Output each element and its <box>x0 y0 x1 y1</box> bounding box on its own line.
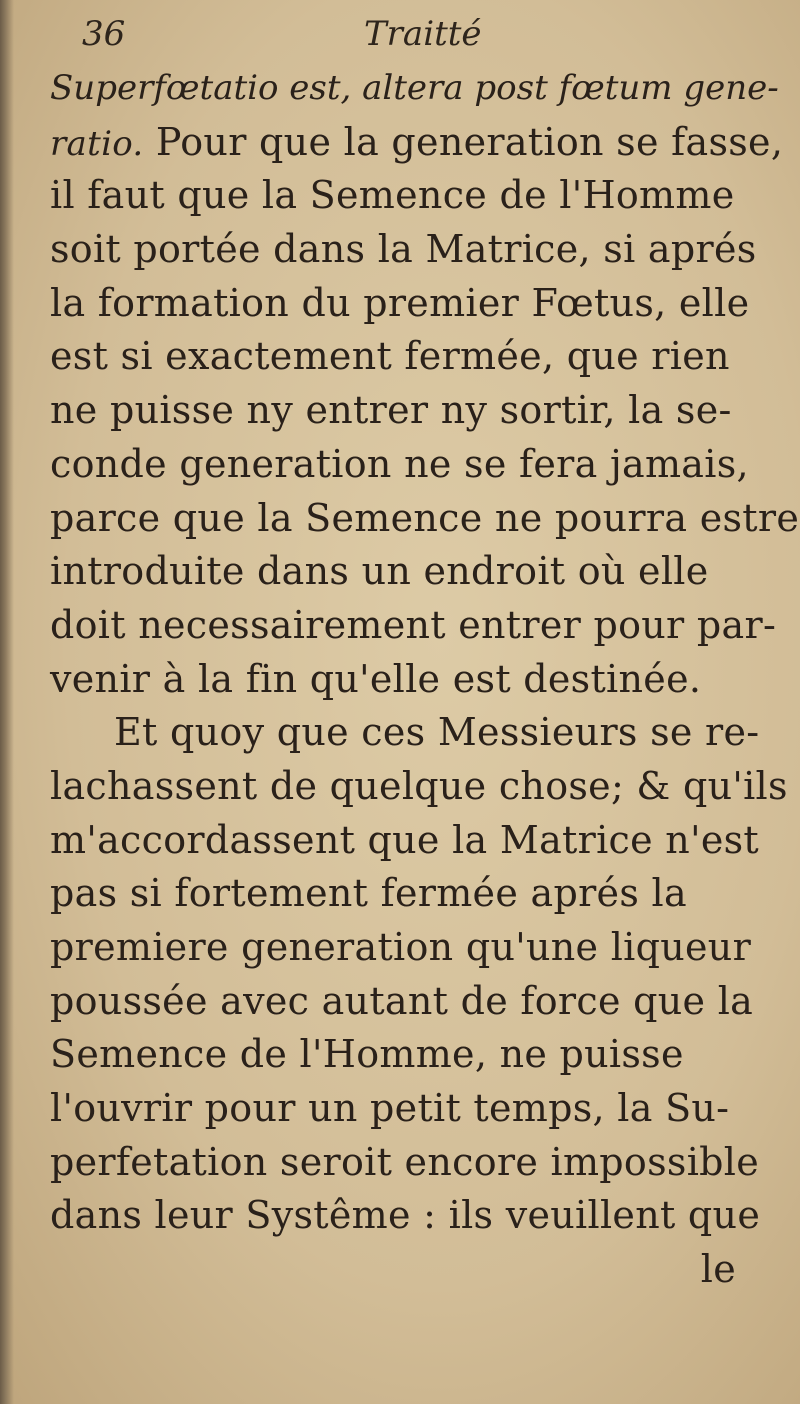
running-title: Traitté <box>364 14 482 54</box>
text-line: doit necessairement entrer pour par- <box>50 602 777 647</box>
text-line: venir à la fin qu'elle est destinée. <box>50 656 702 701</box>
text-line: dans leur Systême : ils veuillent que <box>50 1193 761 1238</box>
text-line-part: Pour que la generation se fasse, <box>143 119 784 164</box>
text-line: m'accordassent que la Matrice n'est <box>50 817 759 862</box>
page-number: 36 <box>82 14 126 54</box>
catchword: le <box>700 1247 736 1292</box>
text-line: soit portée dans la Matrice, si aprés <box>50 227 757 272</box>
running-head <box>82 14 742 66</box>
text-line: lachassent de quelque chose; & qu'ils <box>50 763 788 808</box>
text-line: ne puisse ny entrer ny sortir, la se- <box>50 388 732 433</box>
text-line: Superfœtatio est, altera post fœtum gene- <box>50 68 779 108</box>
text-line: poussée avec autant de force que la <box>50 978 754 1023</box>
text-line: premiere generation qu'une liqueur <box>50 925 752 969</box>
text-line-italic-part: ratio. <box>50 123 144 164</box>
text-line: il faut que la Semence de l'Homme <box>50 173 735 218</box>
paragraph-start-line: Et quoy que ces Messieurs se re- <box>114 710 760 755</box>
text-line: conde generation ne se fera jamais, <box>50 441 749 486</box>
text-line: pas si fortement fermée aprés la <box>50 871 687 916</box>
body-text <box>50 62 800 1297</box>
text-line: parce que la Semence ne pourra estre <box>50 495 800 540</box>
text-line: l'ouvrir pour un petit temps, la Su- <box>50 1086 730 1131</box>
text-line: perfetation seroit encore impossible <box>50 1139 760 1184</box>
text-line <box>50 116 784 170</box>
text-line: Semence de l'Homme, ne puisse <box>50 1032 684 1077</box>
text-line: introduite dans un endroit où elle <box>50 549 709 594</box>
text-line: est si exactement fermée, que rien <box>50 334 730 379</box>
text-line: la formation du premier Fœtus, elle <box>50 280 750 325</box>
gutter-shadow <box>0 0 14 1404</box>
